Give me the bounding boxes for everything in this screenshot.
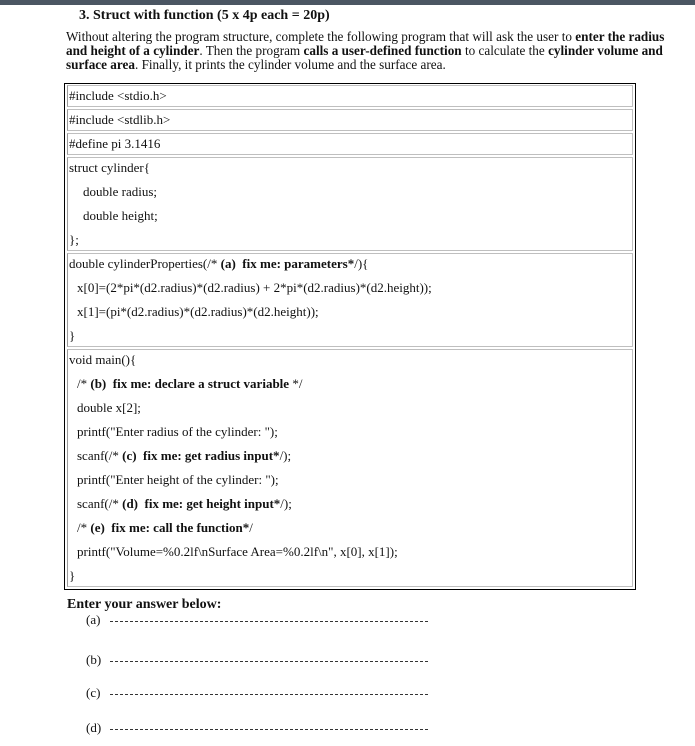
code-line-fix-d: scanf(/* (d) fix me: get height input*/);	[77, 496, 292, 511]
answer-line-d[interactable]	[110, 729, 428, 730]
answer-line-b[interactable]	[110, 661, 428, 662]
code-line-decl-x: double x[2];	[77, 400, 141, 415]
answer-row-c	[86, 685, 106, 701]
code-line-fix-b: /* (b) fix me: declare a struct variable */	[77, 376, 303, 391]
code-line-main-open: void main(){	[69, 352, 137, 367]
code-line-include-stdio: #include <stdio.h>	[69, 88, 167, 103]
top-bar	[0, 0, 695, 5]
code-line-field-radius: double radius;	[83, 184, 158, 199]
code-line-x0: x[0]=(2*pi*(d2.radius)*(d2.radius) + 2*pi*(d2.radius)*(d2.height));	[77, 280, 432, 295]
code-line-function-close: }	[69, 328, 76, 343]
question-intro: Without altering the program structure, complete the following program that will ask the user to enter the radius and height of a cylinder. Then the program calls a user-defined function to calculate the cylinder volume and surface area. Finally, it prints the cylinder volume and the surface area.	[66, 29, 665, 72]
answer-label-b: (b)	[86, 652, 102, 667]
code-line-struct-open: struct cylinder{	[69, 160, 150, 175]
code-line-x1: x[1]=(pi*(d2.radius)*(d2.radius)*(d2.height));	[77, 304, 319, 319]
fix-me-c: (c) fix me: get radius input*	[122, 448, 280, 463]
question-heading: 3. Struct with function (5 x 4p each = 20p)	[79, 8, 330, 23]
code-line-struct-close: };	[69, 232, 79, 247]
code-line-fix-c: scanf(/* (c) fix me: get radius input*/);	[77, 448, 292, 463]
answer-line-c[interactable]	[110, 694, 428, 695]
answer-label-c: (c)	[86, 685, 101, 700]
answer-label-d: (d)	[86, 720, 102, 735]
code-line-printf-height: printf("Enter height of the cylinder: ");	[77, 472, 279, 487]
code-line-printf-result: printf("Volume=%0.2lf\nSurface Area=%0.2lf\n", x[0], x[1]);	[77, 544, 398, 559]
code-line-field-height: double height;	[83, 208, 158, 223]
code-line-function-signature: double cylinderProperties(/* (a) fix me: parameters*/){	[69, 256, 369, 271]
answer-row-d	[86, 720, 106, 736]
code-line-main-close: }	[69, 568, 76, 583]
fix-me-e: (e) fix me: call the function*	[90, 520, 250, 535]
answers-title: Enter your answer below:	[67, 597, 222, 612]
answer-label-a: (a)	[86, 612, 101, 627]
code-box	[64, 83, 636, 590]
code-line-include-stdlib: #include <stdlib.h>	[69, 112, 171, 127]
answer-row-b	[86, 652, 106, 668]
code-line-define-pi: #define pi 3.1416	[69, 136, 161, 151]
fix-me-b: (b) fix me: declare a struct variable	[90, 376, 290, 391]
code-line-printf-radius: printf("Enter radius of the cylinder: ");	[77, 424, 278, 439]
code-line-fix-e: /* (e) fix me: call the function*/	[77, 520, 253, 535]
fix-me-d: (d) fix me: get height input*	[122, 496, 281, 511]
answer-row-a	[86, 612, 106, 628]
answer-line-a[interactable]	[110, 621, 428, 622]
fix-me-a: (a) fix me: parameters*	[220, 256, 355, 271]
code-block-struct	[67, 157, 633, 251]
